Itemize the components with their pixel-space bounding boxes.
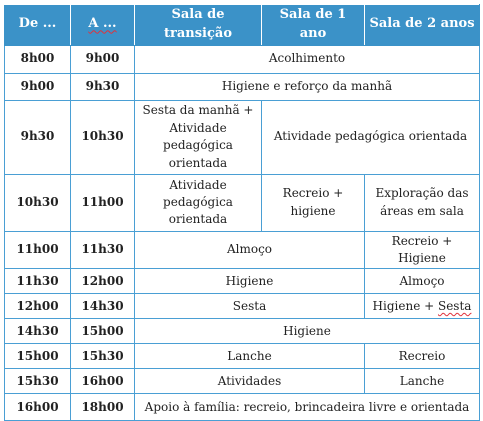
time-start: 11h00	[5, 231, 71, 269]
time-start: 9h00	[5, 73, 71, 100]
table-row	[5, 269, 480, 294]
activity-transicao-1-ano: Almoço	[135, 231, 365, 269]
activity-all: Higiene	[135, 319, 480, 344]
header-a	[71, 5, 135, 46]
table-row	[5, 294, 480, 319]
activity-transicao-1-ano: Lanche	[135, 344, 365, 369]
activity-transicao: Sesta da manhã + Atividade pedagógica orientada	[135, 100, 262, 174]
table-row	[5, 344, 480, 369]
schedule-table	[4, 4, 480, 421]
header-sala-transicao: Sala de transição	[135, 5, 262, 46]
activity-2-anos: Recreio	[365, 344, 480, 369]
table-row	[5, 394, 480, 421]
time-end: 12h00	[71, 269, 135, 294]
time-end: 9h00	[71, 45, 135, 73]
activity-2-anos: Recreio + Higiene	[365, 231, 480, 269]
time-end: 11h00	[71, 174, 135, 231]
time-end: 16h00	[71, 369, 135, 394]
activity-2-anos: Exploração das áreas em sala	[365, 174, 480, 231]
table-row	[5, 319, 480, 344]
table-row	[5, 45, 480, 73]
time-start: 9h30	[5, 100, 71, 174]
activity-2-anos	[365, 294, 480, 319]
time-end: 18h00	[71, 394, 135, 421]
activity-all: Apoio à família: recreio, brincadeira livre e orientada	[135, 394, 480, 421]
activity-transicao-1-ano: Higiene	[135, 269, 365, 294]
header-row	[5, 5, 480, 46]
time-end: 11h30	[71, 231, 135, 269]
table-row	[5, 369, 480, 394]
time-start: 11h30	[5, 269, 71, 294]
activity-text-sesta: Sesta	[437, 298, 472, 313]
time-start: 12h00	[5, 294, 71, 319]
time-end: 9h30	[71, 73, 135, 100]
activity-transicao-1-ano: Sesta	[135, 294, 365, 319]
activity-transicao: Atividade pedagógica orientada	[135, 174, 262, 231]
activity-transicao-1-ano: Atividades	[135, 369, 365, 394]
time-end: 15h00	[71, 319, 135, 344]
header-de: De ...	[5, 5, 71, 46]
activity-text: Higiene +	[372, 298, 438, 313]
activity-1-ano: Recreio + higiene	[262, 174, 365, 231]
activity-1-2-anos: Atividade pedagógica orientada	[262, 100, 480, 174]
time-start: 10h30	[5, 174, 71, 231]
table-row	[5, 231, 480, 269]
time-start: 8h00	[5, 45, 71, 73]
header-sala-2-anos: Sala de 2 anos	[365, 5, 480, 46]
time-end: 15h30	[71, 344, 135, 369]
header-sala-1-ano: Sala de 1 ano	[262, 5, 365, 46]
table-row	[5, 174, 480, 231]
activity-2-anos: Almoço	[365, 269, 480, 294]
header-a-text: A ...	[88, 16, 117, 32]
time-start: 16h00	[5, 394, 71, 421]
time-end: 10h30	[71, 100, 135, 174]
activity-all: Higiene e reforço da manhã	[135, 73, 480, 100]
time-start: 15h30	[5, 369, 71, 394]
time-start: 14h30	[5, 319, 71, 344]
activity-all: Acolhimento	[135, 45, 480, 73]
activity-2-anos: Lanche	[365, 369, 480, 394]
time-start: 15h00	[5, 344, 71, 369]
time-end: 14h30	[71, 294, 135, 319]
table-row	[5, 73, 480, 100]
table-row	[5, 100, 480, 174]
